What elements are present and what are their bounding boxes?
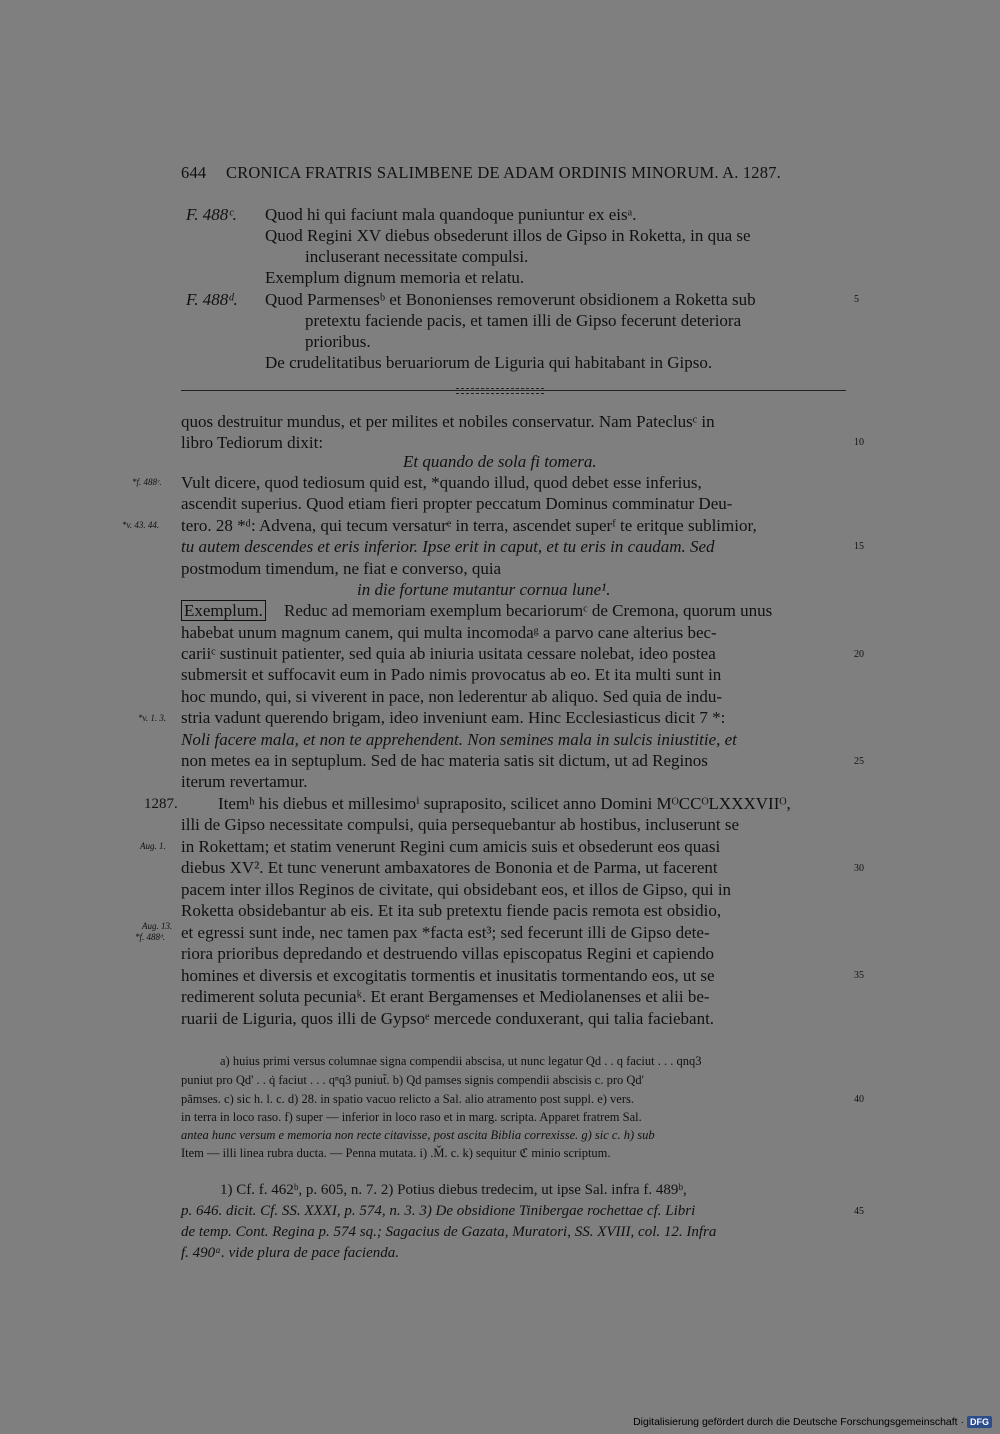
line-number: 25 bbox=[854, 756, 864, 767]
footnote-line: 1) Cf. f. 462ᵇ, p. 605, n. 7. 2) Potius diebus tredecim, ut ipse Sal. infra f. 489ᵇ, bbox=[220, 1182, 687, 1198]
separator-ornament bbox=[456, 388, 544, 394]
summary-line: pretextu faciende pacis, et tamen illi de Gipso fecerunt deteriora bbox=[305, 311, 742, 330]
exemplum-label: Exemplum. bbox=[181, 600, 266, 621]
body-line: illi de Gipso necessitate compulsi, quia persequebantur ab hostibus, incluserunt se bbox=[181, 815, 740, 834]
summary-ref: F. 488ᵈ. bbox=[186, 290, 238, 309]
body-line: tero. 28 *ᵈ: Advena, qui tecum versaturᵉ in terra, ascendet superᶠ te eritque sublimior, bbox=[181, 516, 757, 535]
apparatus-line: a) huius primi versus columnae signa compendii abscisa, ut nunc legatur Qd . . q faciut . . . qnq3 bbox=[220, 1054, 702, 1068]
body-line: tu autem descendes et eris inferior. Ipse erit in caput, et tu eris in caudam. Sed bbox=[181, 537, 715, 556]
body-line: ascendit superius. Quod etiam fieri propter peccatum Dominus comminatur Deu- bbox=[181, 494, 733, 513]
running-title: CRONICA FRATRIS SALIMBENE DE ADAM ORDINIS MINORUM. A. 1287. bbox=[226, 163, 781, 182]
footnote-line: f. 490ᵃ. vide plura de pace facienda. bbox=[181, 1245, 400, 1261]
body-line: Noli facere mala, et non te apprehendent. Non semines mala in sulcis iniustitie, et bbox=[181, 730, 737, 749]
line-number: 35 bbox=[854, 970, 864, 981]
body-line: submersit et suffocavit eum in Pado nimis provocatus ab eo. Et ita multi sunt in bbox=[181, 665, 722, 684]
summary-line: Quod hi qui faciunt mala quandoque puniuntur ex eisᵃ. bbox=[265, 205, 637, 224]
body-line: Itemʰ his diebus et millesimoⁱ supraposito, scilicet anno Domini MᴼCCᴼLXXXVIIᴼ, bbox=[218, 794, 791, 813]
body-line: ruarii de Liguria, quos illi de Gypsoᵉ mercede conduxerant, qui talia faciebant. bbox=[181, 1009, 715, 1028]
line-number: 40 bbox=[854, 1094, 864, 1105]
summary-ref: F. 488ᶜ. bbox=[186, 205, 237, 224]
summary-line: Quod Parmensesᵇ et Bononienses removerunt obsidionem a Roketta sub bbox=[265, 290, 756, 309]
margin-note: *v. 1. 3. bbox=[138, 713, 167, 723]
body-line: non metes ea in septuplum. Sed de hac materia satis sit dictum, ut ad Reginos bbox=[181, 751, 708, 770]
apparatus-line: pãmses. c) sic h. l. c. d) 28. in spatio vacuo relicto a Sal. alio atramento post suppl. e) vers. bbox=[181, 1092, 635, 1106]
summary-line: Quod Regini XV diebus obsederunt illos de Gipso in Roketta, in qua se bbox=[265, 226, 751, 245]
footnote-line: de temp. Cont. Regina p. 574 sq.; Sagacius de Gazata, Muratori, SS. XVIII, col. 12. Infra bbox=[181, 1224, 717, 1240]
margin-year: 1287. bbox=[144, 796, 178, 812]
line-number: 20 bbox=[854, 649, 864, 660]
line-number: 30 bbox=[854, 863, 864, 874]
body-line: libro Tediorum dixit: bbox=[181, 433, 324, 452]
apparatus-line: puniut pro Qd' . . q̇ faciut . . . qⁿq3 puniut̃. b) Qd pamses signis compendii abscisis c. pro Qd' bbox=[181, 1073, 644, 1087]
verse-line: Et quando de sola fi tomera. bbox=[403, 452, 597, 471]
body-line: riora prioribus depredando et destruendo villas episcopatus Regini et capiendo bbox=[181, 944, 714, 963]
page-number: 644 bbox=[181, 163, 207, 182]
apparatus-line: in terra in loco raso. f) super — inferior in loco raso et in marg. scripta. Apparet fratrem Sal. bbox=[181, 1110, 642, 1124]
body-line: stria vadunt querendo brigam, ideo inveniunt eam. Hinc Ecclesiasticus dicit 7 *: bbox=[181, 708, 726, 727]
line-number: 10 bbox=[854, 437, 864, 448]
dfg-logo-icon: DFG bbox=[967, 1416, 992, 1428]
body-line: Reduc ad memoriam exemplum becariorumᶜ de Cremona, quorum unus bbox=[284, 601, 773, 620]
line-number: 15 bbox=[854, 541, 864, 552]
margin-note: *f. 488ᵈ. bbox=[135, 932, 166, 942]
footnote-line: p. 646. dicit. Cf. SS. XXXI, p. 574, n. 3. 3) De obsidione Tinibergae rochettae cf. Libri bbox=[181, 1203, 696, 1219]
apparatus-line: antea hunc versum e memoria non recte citavisse, post ascita Biblia correxisse. g) sic c. h) sub bbox=[181, 1128, 655, 1142]
body-line: quos destruitur mundus, et per milites et nobiles conservatur. Nam Pateclusᶜ in bbox=[181, 412, 715, 431]
margin-note: *v. 43. 44. bbox=[122, 520, 160, 530]
body-line: habebat unum magnum canem, qui multa incomodaᵍ a parvo cane alterius bec- bbox=[181, 623, 717, 642]
body-line: et egressi sunt inde, nec tamen pax *facta est³; sed fecerunt illi de Gipso dete- bbox=[181, 923, 710, 942]
summary-line: incluserant necessitate compulsi. bbox=[305, 247, 529, 266]
body-line: cariiᶜ sustinuit patienter, sed quia ab iniuria usitata cessare nolebat, ideo postea bbox=[181, 644, 716, 663]
apparatus-line: Item — illi linea rubra ducta. — Penna mutata. i) .M̌. c. k) sequitur ℭ minio scriptum. bbox=[181, 1146, 611, 1160]
margin-note: *f. 488ᶜ. bbox=[132, 477, 162, 487]
margin-note: Aug. 1. bbox=[140, 841, 166, 851]
exemplum-box bbox=[181, 601, 266, 621]
body-line: in Rokettam; et statim venerunt Regini cum amicis suis et obsederunt eos quasi bbox=[181, 837, 721, 856]
summary-line: De crudelitatibus beruariorum de Liguria qui habitabant in Gipso. bbox=[265, 353, 713, 372]
body-line: redimerent soluta pecuniaᵏ. Et erant Bergamenses et Mediolanenses et alii be- bbox=[181, 987, 710, 1006]
digitization-footer bbox=[633, 1416, 992, 1428]
body-line: postmodum timendum, ne fiat e converso, quia bbox=[181, 559, 502, 578]
body-line: pacem inter illos Reginos de civitate, qui obsidebant eos, et illos de Gipso, qui in bbox=[181, 880, 732, 899]
summary-line: prioribus. bbox=[305, 332, 371, 351]
body-line: diebus XV². Et tunc venerunt ambaxatores de Bononia et de Parma, ut facerent bbox=[181, 858, 718, 877]
margin-note: Aug. 13. bbox=[142, 921, 173, 931]
verse-line: in die fortune mutantur cornua lune¹. bbox=[357, 580, 611, 599]
footer-text: Digitalisierung gefördert durch die Deutsche Forschungsgemeinschaft · bbox=[633, 1416, 964, 1428]
summary-line: Exemplum dignum memoria et relatu. bbox=[265, 268, 525, 287]
body-line: homines et diversis et excogitatis tormentis et inusitatis tormentando eos, ut se bbox=[181, 966, 715, 985]
body-line: Vult dicere, quod tediosum quid est, *quando illud, quod debet esse inferius, bbox=[181, 473, 702, 492]
line-number: 5 bbox=[854, 294, 859, 305]
body-line: hoc mundo, qui, si viverent in pace, non lederentur ab aliquo. Sed quia de indu- bbox=[181, 687, 723, 706]
body-line: Roketta obsidebantur ab eis. Et ita sub pretextu fiende pacis remota est obsidio, bbox=[181, 901, 722, 920]
line-number: 45 bbox=[854, 1206, 864, 1217]
body-line: iterum revertamur. bbox=[181, 772, 308, 791]
